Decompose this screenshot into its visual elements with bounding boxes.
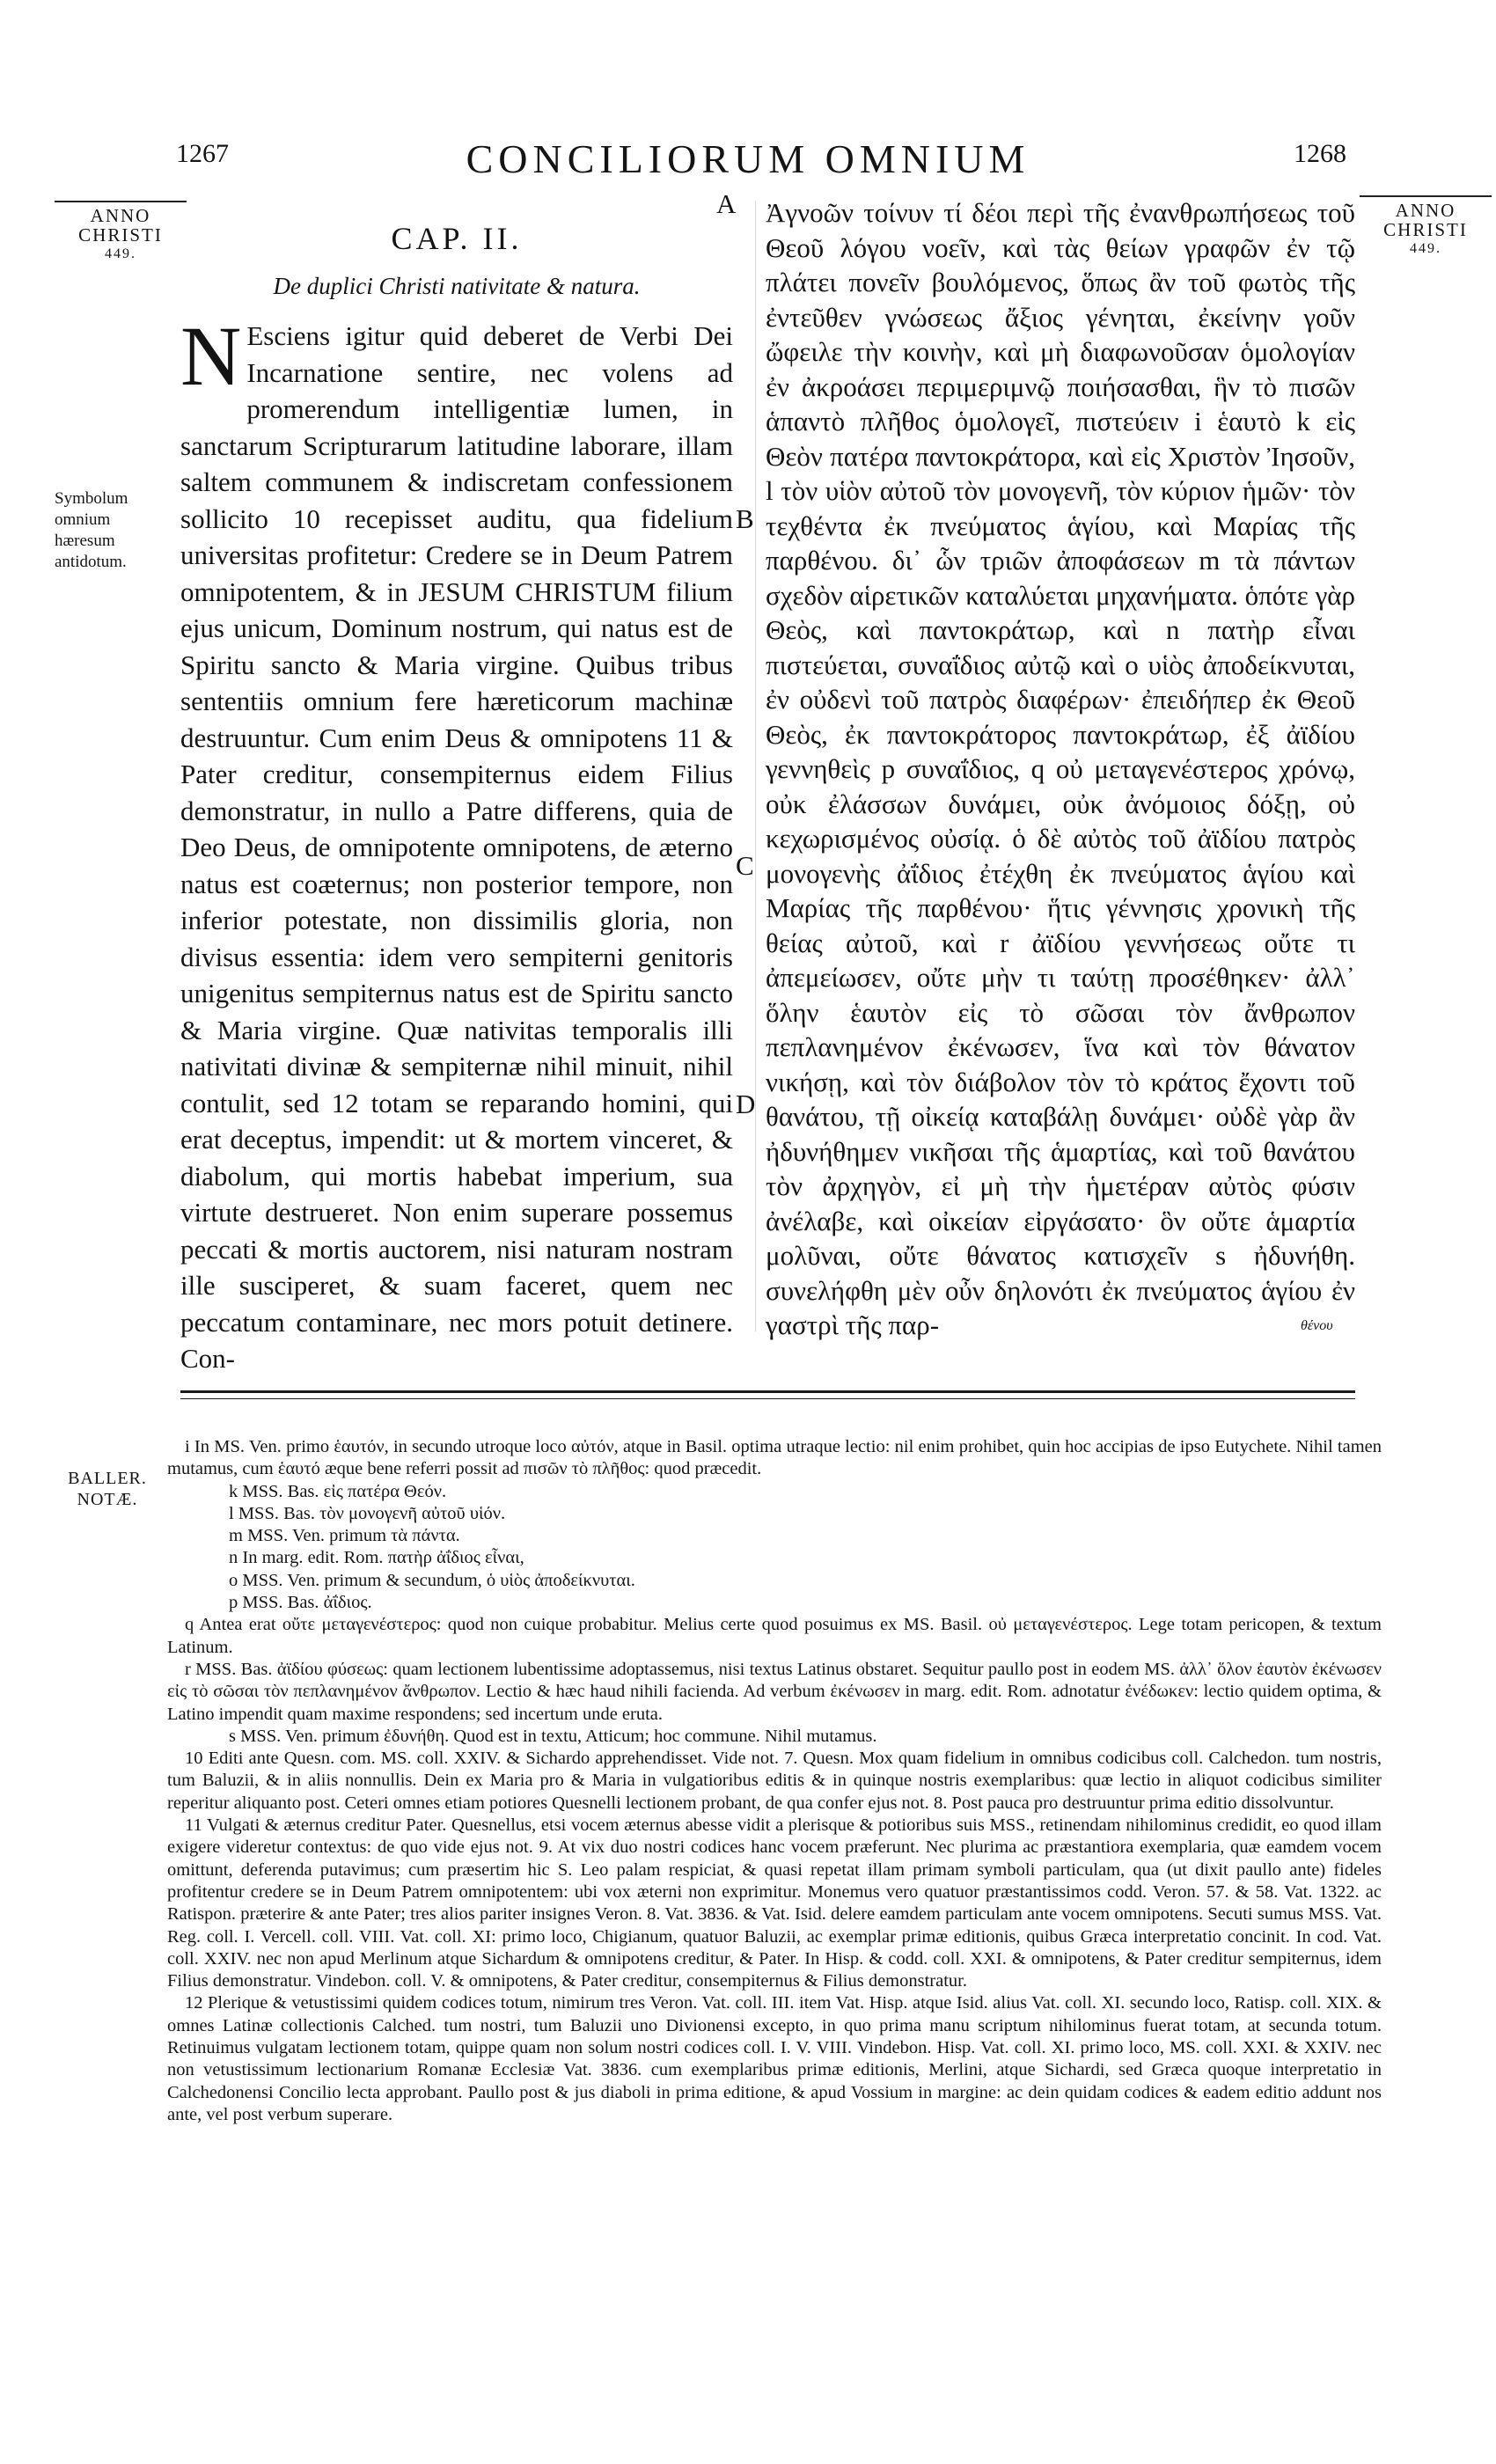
running-title: CONCILIORUM OMNIUM — [466, 136, 1030, 181]
notes-label-notae: NOTÆ. — [77, 1490, 138, 1509]
page-number-right: 1268 — [1294, 139, 1346, 168]
section-letter-c: C — [736, 850, 754, 881]
note-p: p MSS. Bas. ἀΐδιος. — [229, 1593, 372, 1613]
latin-body — [180, 309, 733, 1377]
running-header — [0, 136, 1496, 192]
greek-column — [757, 195, 1355, 1343]
note-12: 12 Plerique & vetustissimi quidem codices totum, nimirum tres Veron. Vat. coll. III. item Vat. Hisp. atque Isid. alius Vat. coll. XI. secundo loco, Ratisp. coll. XIX. & omnes Latinæ collectionis Calched. tum nostri, tum Baluzii uno Divionensi excepto, in quo prima manu scriptum nihilominus fuerat totam, at secunda totum. Retinuimus vulgatam lectionem totam, quippe quam non solum nostri codices coll. I. V. VIII. Vindebon. Hisp. Vat. coll. XI. primo loco, MS. coll. XXI. & XXIV. nec non vetustissimum lectionarium Romanæ Ecclesiæ Vat. 3836. cum exemplaribus primæ editionis, Merlini, atque Sichardi, sed Græca quoque interpretatio in Calchedonensi Concilio lecta approbant. Paullo post & jus diaboli in prima editione, & apud Vossium in margine: ac dein quidam codices & eadem editio addunt nos ante, vel post verbum superare. — [167, 1993, 1382, 2124]
note-q: q Antea erat οὔτε μεταγενέστερος: quod non cuique probabitur. Melius certe quod posuimus ex MS. Basil. οὐ μεταγενέστερος. Lege totam pericopen, & textum Latinum. — [167, 1615, 1382, 1657]
footnote-divider-rule — [180, 1390, 1355, 1399]
margin-note-symbolum: Symbolum omnium hæresum antidotum. — [55, 489, 128, 571]
anno-year: 449. — [1410, 241, 1441, 256]
anno-word: ANNO — [90, 205, 151, 226]
anno-word: ANNO — [1395, 200, 1456, 221]
section-letter-d: D — [736, 1089, 756, 1119]
page-number-left: 1267 — [176, 139, 229, 168]
ballerini-notes — [167, 1436, 1382, 2126]
latin-body-text: Esciens igitur quid deberet de Verbi Dei Incarnatione sentire, nec volens ad promerendum intelligentiæ lumen, in sanctarum Scripturarum latitudine laborare, illam saltem communem & indiscretam confessionem sollicito 10 recepisset auditu, qua fidelium universitas profitetur: Credere se in Deum Patrem omnipotentem, & in JESUM CHRISTUM filium ejus unicum, Dominum nostrum, qui natus est de Spiritu sancto & Maria virgine. Quibus tribus sententiis omnium fere hæreticorum machinæ destruuntur. Cum enim Deus & omnipotens 11 & Pater creditur, consempiternus eidem Filius demonstratur, in nullo a Patre differens, quia de Deo Deus, de omnipotente omnipotens, de æterno natus est coæternus; non posterior tempore, non inferior potestate, non dissimilis gloria, non divisus essentia: idem vero sempiterni genitoris unigenitus sempiternus natus est de Spiritu sancto & Maria virgine. Quæ nativitas temporalis illi nativitati divinæ & sempiternæ nihil minuit, nihil contulit, sed 12 totam se reparando homini, qui erat deceptus, impendit: ut & mortem vinceret, & diabolum, qui mortis habebat imperium, sua virtute destrueret. Non enim superare possemus peccati & mortis auctorem, nisi naturam nostram ille susciperet, & suam faceret, quem nec peccatum contaminare, nec mors potuit detinere. Con- — [180, 320, 733, 1374]
note-k: k MSS. Bas. εἰς πατέρα Θεόν. — [229, 1481, 447, 1501]
note-10: 10 Editi ante Quesn. com. MS. coll. XXIV. & Sichardo apprehendisset. Vide not. 7. Quesn. Mox quam fidelium in omnibus codicibus coll. Calchedon. tum nostris, tum Baluzii, & in aliis nonnullis. Dein ex Maria pro & Maria in vulgatioribus editis & in quinque nostris exemplaribus: quæ lectio in aliquot codicibus similiter reperitur aliquanto post. Ceteri omnes etiam potiores Quesnelli lectionem probant, de qua confer ejus not. 8. Post pauca pro destruuntur prima editio dissolvuntur. — [167, 1749, 1382, 1813]
notes-label — [55, 1468, 160, 1510]
greek-body: Ἀγνοῶν τοίνυν τί δέοι περὶ τῆς ἐνανθρωπήσεως τοῦ Θεοῦ λόγου νοεῖν, καὶ τὰς θείων γραφῶν ἐν τῷ πλάτει πονεῖν βουλόμενος, ὅπως ἂν τοῦ φωτὸς τῆς ἐντεῦθεν γνώσεως ἄξιος γένηται, ἐκείνην γοῦν ὤφειλε τὴν κοινὴν, καὶ μὴ διαφωνοῦσαν ὁμολογίαν ἐν ἀκροάσει περιμεριμνῷ ποιήσασθαι, ἣν τὸ πισῶν ἁπαντὸ πλῆθος ὁμολογεῖ, πιστεύειν i ἑαυτὸ k εἰς Θεὸν πατέρα παντοκράτορα, καὶ εἰς Χριστὸν Ἰησοῦν, l τὸν υἱὸν αὐτοῦ τὸν μονογενῆ, τὸν κύριον ἡμῶν· τὸν τεχθέντα ἐκ πνεύματος ἁγίου, καὶ Μαρίας τῆς παρθένου. δι᾽ ὧν τριῶν ἀποφάσεων m τὰ πάντων σχεδὸν αἱρετικῶν καταλύεται μηχανήματα. ὁπότε γὰρ Θεὸς, καὶ παντοκράτωρ, καὶ n πατὴρ εἶναι πιστεύεται, συναΐδιος αὐτῷ καὶ ο υἱὸς ἀποδείκνυται, ἐν οὐδενὶ τοῦ πατρὸς διαφέρων· ἐπειδήπερ ἐκ Θεοῦ Θεὸς, ἐκ παντοκράτορος παντοκράτωρ, ἐξ ἀϊδίου γεννηθεὶς p συναΐδιος, q οὐ μεταγενέστερος χρόνῳ, οὐκ ἐλάσσων δυνάμει, οὐκ ἀνόμοιος δόξῃ, οὐ κεχωρισμένος οὐσίᾳ. ὁ δὲ αὐτὸς τοῦ ἀϊδίου πατρὸς μονογενὴς ἀΐδιος ἐτέχθη ἐκ πνεύματος ἁγίου καὶ Μαρίας τῆς παρθένου· ἥτις γέννησις χρονικὴ τῆς θείας αὐτοῦ, καὶ r ἀϊδίου γεννήσεως οὔτε τι ἀπεμείωσεν, οὔτε μὴν τι ταύτῃ προσέθηκεν· ἀλλ᾽ ὅλην ἑαυτὸν εἰς τὸ σῶσαι τὸν ἄνθρωπον πεπλανημένον ἐκένωσεν, ἵνα καὶ τὸν θάνατον νικήσῃ, καὶ τὸν διάβολον τὸν τὸ κράτος ἔχοντι τοῦ θανάτου, τῇ οἰκείᾳ καταβάλῃ δυνάμει· οὐδὲ γὰρ ἂν ἠδυνήθημεν νικῆσαι τῆς ἁμαρτίας, καὶ τοῦ θανάτου τὸν ἀρχηγὸν, εἰ μὴ τὴν ἡμετέραν αὐτὸς φύσιν ἀνέλαβε, καὶ οἰκείαν εἰργάσατο· ὃν οὔτε ἁμαρτία μολῦναι, οὔτε θάνατος κατισχεῖν s ἠδυνήθη. συνελήφθη μὲν οὖν δηλονότι ἐκ πνεύματος ἁγίου ἐν γαστρὶ τῆς παρ- — [766, 197, 1355, 1340]
latin-column — [180, 220, 733, 1377]
chapter-subtitle: De duplici Christi nativitate & natura. — [273, 273, 641, 299]
note-n: n In marg. edit. Rom. πατὴρ ἀΐδιος εἶναι, — [229, 1548, 524, 1568]
catchword: θένου — [1301, 1318, 1333, 1333]
anno-christi-right — [1360, 195, 1492, 259]
note-l: l MSS. Bas. τὸν μονογενῆ αὐτοῦ υἱόν. — [229, 1503, 506, 1523]
note-m: m MSS. Ven. primum τὰ πάντα. — [229, 1526, 460, 1546]
christi-word: CHRISTI — [78, 224, 163, 246]
christi-word: CHRISTI — [1383, 219, 1468, 240]
column-divider — [755, 201, 756, 1331]
note-i: i In MS. Ven. primo ἑαυτόν, in secundo utroque loco αὐτόν, atque in Basil. optima utraque lectio: nil enim prohibet, quin hoc accipias de ipso Eutychete. Nihil tamen mutamus, cum ἑαυτό æque bene referri possit ad πισῶν τὸ πλῆθος: quod præcedit. — [167, 1437, 1382, 1479]
note-s: s MSS. Ven. primum ἐδυνήθη. Quod est in textu, Atticum; hoc commune. Nihil mutamus. — [229, 1726, 877, 1746]
anno-christi-left — [55, 201, 187, 264]
drop-cap: N — [180, 309, 242, 403]
notes-label-baller: BALLER. — [68, 1469, 147, 1488]
note-o: o MSS. Ven. primum & secundum, ὁ υἱὸς ἀποδείκνυται. — [229, 1570, 635, 1590]
section-letter-a: A — [716, 188, 737, 219]
chapter-title: CAP. II. — [391, 221, 523, 256]
anno-year: 449. — [105, 246, 136, 261]
section-letter-b: B — [736, 503, 754, 534]
note-11: 11 Vulgati & æternus creditur Pater. Quesnellus, etsi vocem æternus abesse vidit a plerisque & potioribus suis MSS., retinendam nihilominus credidit, eo quod illam exigere videretur contextus: de quo vide ejus not. 9. At vix duo nostri codices hanc vocem præferunt. Nec plurima ac præstantiora exemplaria, quæ eamdem vocem omittunt, deferenda putavimus; cum præsertim hic S. Leo palam respiciat, & quasi repetat illam primam symboli particulam, qua (ut dixit paullo ante) fideles profitentur credere se in Deum Patrem omnipotentem: ubi vox æterni non exprimitur. Monemus vero quatuor præstantissimos codd. Veron. 57. & 58. Vat. 1322. ac Ratispon. præterire & ante Pater; tres alios pariter insignes Veron. 8. Vat. 3836. & Vat. Isid. delere eamdem particulam ante vocem omnipotens. Secuti sumus MSS. Vat. Reg. coll. I. Vercell. coll. VIII. Vat. coll. XI: primo loco, Chigianum, quatuor Baluzii, ac exemplar primæ editionis, quibus Græca interpretatio concinit. In cod. Vat. coll. XXIV. nec non apud Merlinum atque Sichardum & omnipotens creditur, & Pater. In Hisp. & codd. coll. XXI. & omnipotens, & Pater creditur sempiternus, idem Filius demonstratur. Vindebon. coll. V. & omnipotens, & Pater creditur, consempiternus & Filius demonstratur. — [167, 1815, 1382, 1991]
note-r: r MSS. Bas. ἀϊδίου φύσεως: quam lectionem lubentissime adoptassemus, nisi textus Latinus obstaret. Sequitur paullo post in eodem MS. ἀλλ᾽ ὅλον ἑαυτὸν ἐκένωσεν εἰς τὸ σῶσαι τὸν πεπλανημένον ἄνθρωπον. Lectio & hæc haud nihili facienda. Ad verbum ἐκένωσεν in marg. edit. Rom. adnotatur ἐνέδωκεν: lectio quidem optima, & Latino impendit quam maxime respondens; sed incertum unde eruta. — [167, 1659, 1382, 1724]
